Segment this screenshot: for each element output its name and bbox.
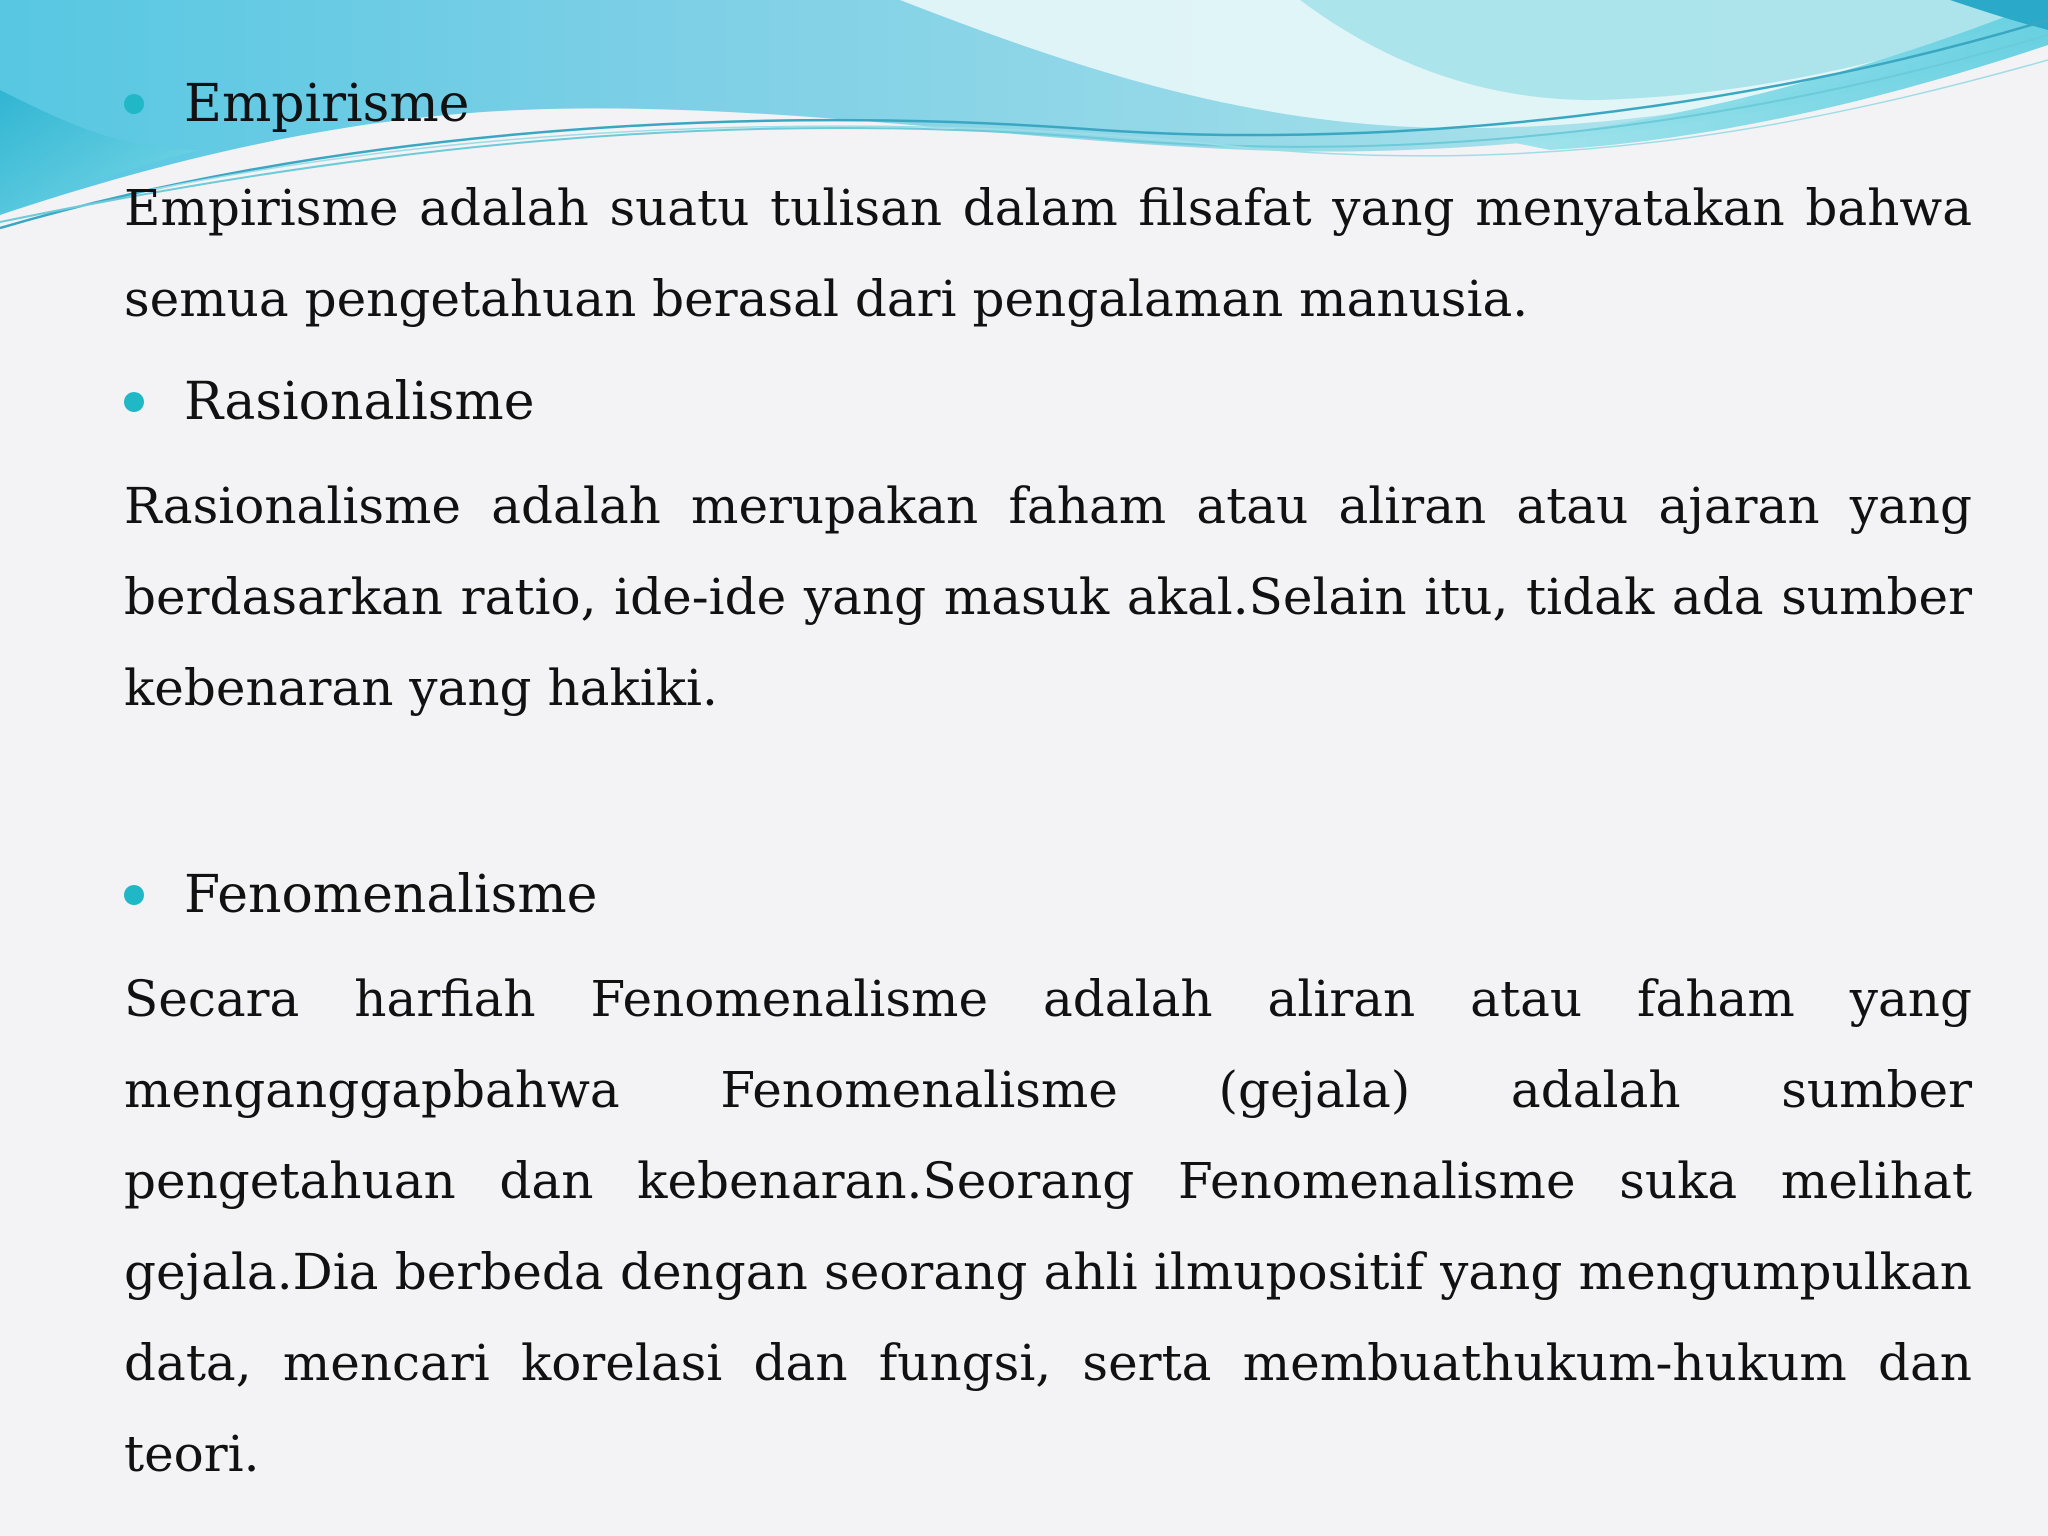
bullet-fenomenalisme [124,865,597,925]
bullet-empirisme [124,74,469,134]
bullet-dot-icon [124,392,144,412]
bullet-dot-icon [124,885,144,905]
bullet-rasionalisme [124,372,535,432]
heading-empirisme: Empirisme [184,74,470,134]
paragraph-empirisme: Empirisme adalah suatu tulisan dalam filsafat yang menyatakan bahwa semua pengetahuan berasal dari pengalaman manusia. [124,179,1972,328]
bullet-dot-icon [124,94,144,114]
heading-rasionalisme: Rasionalisme [184,372,535,432]
heading-fenomenalisme: Fenomenalisme [184,865,598,925]
paragraph-rasionalisme: Rasionalisme adalah merupakan faham atau aliran atau ajaran yang berdasarkan ratio, ide-ide yang masuk akal.Selain itu, tidak ada sumber kebenaran yang hakiki. [124,477,1972,717]
paragraph-fenomenalisme: Secara harfiah Fenomenalisme adalah aliran atau faham yang menganggapbahwa Fenomenalisme (gejala) adalah sumber pengetahuan dan kebenaran.Seorang Fenomenalisme suka melihat gejala.Dia berbeda dengan seorang ahli ilmupositif yang mengumpulkan data, mencari korelasi dan fungsi, serta membuathukum-hukum dan teori. [124,970,1972,1483]
